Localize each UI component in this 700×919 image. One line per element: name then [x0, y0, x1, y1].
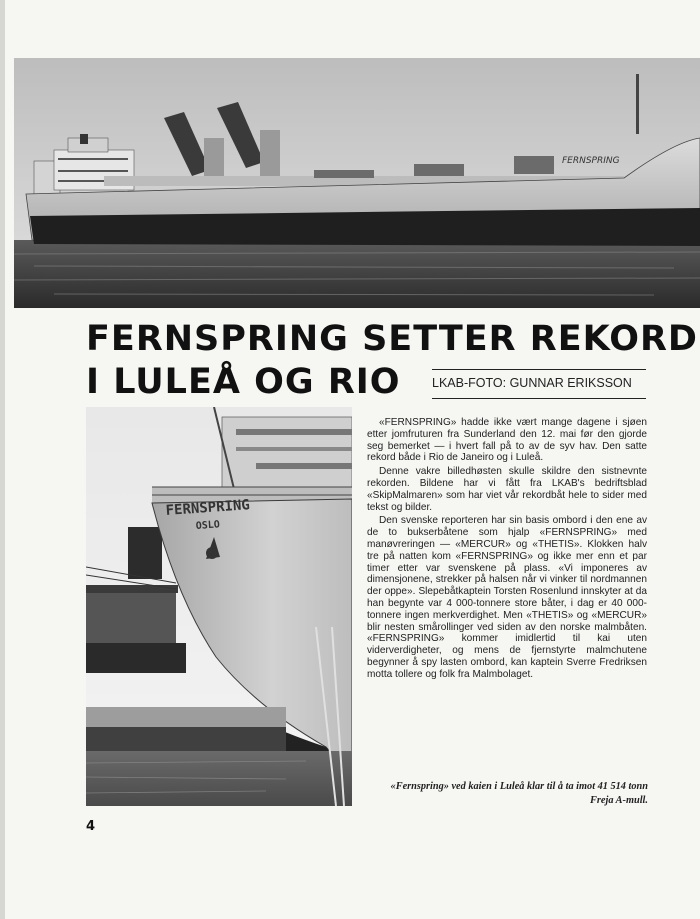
article-paragraph-2: Denne vakre billedhøsten skulle skildre den sistnevnte rekorden. Bildene har vi fått fra LKAB's bedriftsblad «SkipMalmaren» som har viet vår rekordbåt hele to sider med tekst og bilder. [367, 466, 647, 513]
page-edge [0, 0, 5, 919]
article-paragraph-3: Den svenske reporteren har sin basis ombord i den ene av de to bukserbåtene som hjalp «FERNSPRING» med manøvreringen — «MERCUR» og «THETIS». Klokken halv tre på natten kom «FERNSPRING» og ikke mer enn et par timer etter var svenskene på plass. «Vi imponeres av dimensjonene, strekker på halsen når vi vinker til nordmannen der oppe». Slepebåtkaptein Torsten Rosenlund innskyter at da han begynte var 4 000-tonnere store båter, i dag er 40 000-tonnere ingen merkverdighet. Men «THETIS» og «MERCUR» blir nesten smårollinger ved siden av den norske malmbåten. «FERNSPRING» kommer imidlertid til kai uten viderverdigheter, og mens de fjernstyrte malmchutene begynner å spy lasten ombord, kan kaptein Sverre Fredriksen motta tollere og folk fra Malmbolaget. [367, 515, 647, 680]
ship-name-hull-top: FERNSPRING [562, 156, 620, 166]
page-number: 4 [86, 819, 96, 834]
headline-line-1: FERNSPRING SETTER REKORD [86, 319, 698, 359]
article-paragraph-1: «FERNSPRING» hadde ikke vært mange dagene i sjøen etter jomfruturen fra Sunderland den 12. mai før den gjorde seg bemerket — i hvert fall på to av de syv hav. Den satte rekord både i Rio de Janeiro og i Luleå. [367, 417, 647, 464]
credit-rule-top [432, 369, 646, 370]
credit-rule-bottom [432, 398, 646, 399]
photo-credit: LKAB-FOTO: GUNNAR ERIKSSON [432, 376, 632, 390]
photo-caption: «Fernspring» ved kaien i Luleå klar til å ta imot 41 514 tonn Freja A-mull. [390, 781, 648, 806]
ship-photo-top [14, 58, 700, 308]
bow-home-port: OSLO [195, 519, 221, 532]
ship-photo-bow [86, 407, 352, 806]
bow-ship-name: FERNSPRING [165, 497, 251, 519]
article-body [367, 417, 647, 683]
headline-line-2: I LULEÅ OG RIO [86, 362, 401, 402]
